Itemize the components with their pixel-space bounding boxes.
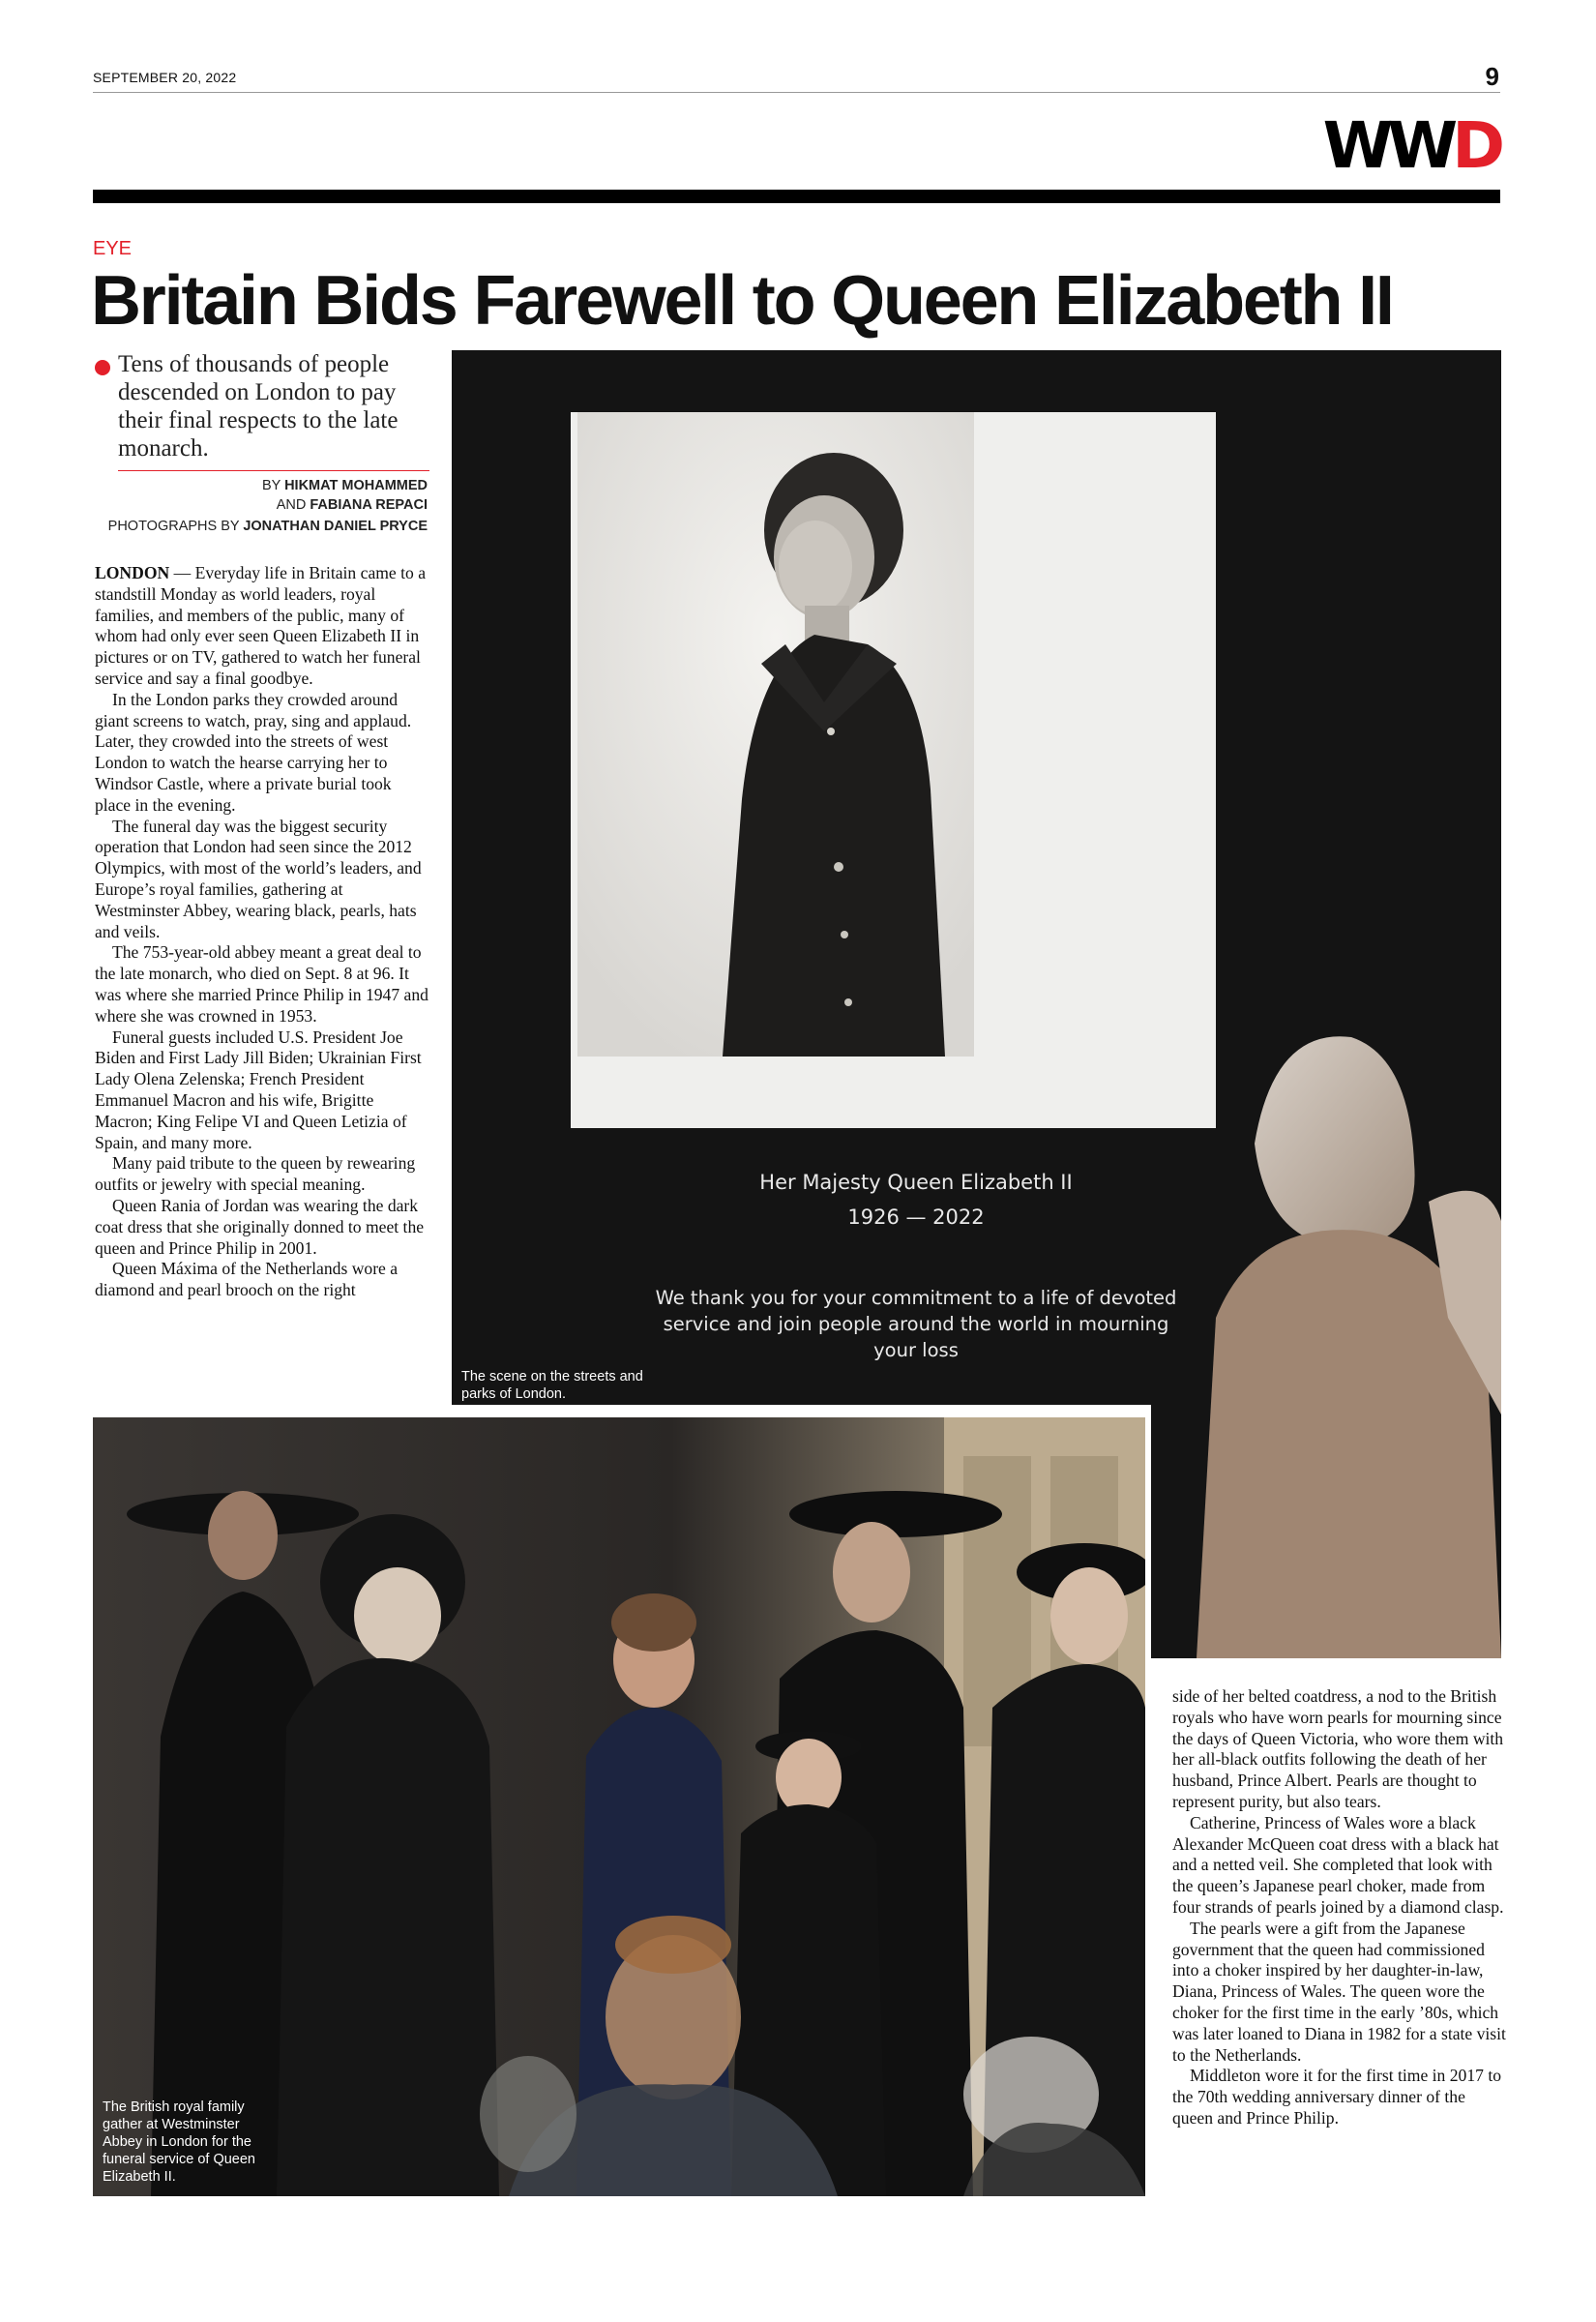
mourner-figure <box>1197 1027 1501 1658</box>
article-paragraph: Queen Rania of Jordan was wearing the dark coat dress that she originally donned to meet the queen and Prince Philip in 2001. <box>95 1195 425 1258</box>
page-number: 9 <box>1485 62 1499 91</box>
deck-bullet-icon <box>95 360 110 375</box>
section-label: EYE <box>93 238 133 259</box>
royal-photo-caption: The British royal family gather at Westminster Abbey in London for the funeral service of Queen Elizabeth II. <box>103 2099 255 2185</box>
queen-portrait-image <box>577 412 974 1057</box>
plaque-message: We thank you for your commitment to a life of devoted service and join people around the world in mourning your loss <box>655 1287 1177 1361</box>
photo-gutter <box>1145 1405 1151 1695</box>
headline: Britain Bids Farewell to Queen Elizabeth II <box>91 262 1393 340</box>
article-paragraph <box>95 563 429 690</box>
masthead-rule <box>93 190 1500 203</box>
article-paragraph: Funeral guests included U.S. President Joe Biden and First Lady Jill Biden; Ukrainian First Lady Olena Zelenska; French President Emmanuel Macron and his wife, Brigitte Macron; King Felipe VI and Queen Letizia of Spain, and many more. <box>95 1027 422 1152</box>
article-column-left <box>95 563 429 1301</box>
article-paragraph: Queen Máxima of the Netherlands wore a diamond and pearl brooch on the right <box>95 1259 399 1300</box>
article-paragraph: The 753-year-old abbey meant a great deal to the late monarch, who died on Sept. 8 at 96. It was where she married Prince Philip in 1947 and where she was crowned in 1953. <box>95 942 429 1026</box>
header-divider <box>93 92 1500 93</box>
byline-and: AND <box>276 497 307 513</box>
royal-family-image <box>93 1417 1145 2196</box>
main-photo-caption: The scene on the streets and parks of London. <box>461 1369 643 1402</box>
logo-part-d: D <box>1452 108 1499 183</box>
logo-part-ww: WW <box>1322 108 1453 183</box>
byline-prefix: BY <box>261 478 281 493</box>
article-column-right <box>1172 1686 1506 2129</box>
article-paragraph: Middleton wore it for the first time in 2017 to the 70th wedding anniversary dinner of the queen and Prince Philip. <box>1172 2066 1502 2128</box>
plaque-dates: 1926 — 2022 <box>847 1206 985 1229</box>
article-paragraph: In the London parks they crowded around giant screens to watch, pray, sing and applaud. Later, they crowded into the streets of west London to watch the hearse carrying her to Windsor Castle, where a private burial took place in the evening. <box>95 689 412 815</box>
byline-author1 <box>262 478 428 493</box>
royal-family-photo <box>93 1417 1145 2196</box>
issue-date: SEPTEMBER 20, 2022 <box>93 70 237 85</box>
wwd-logo <box>1322 108 1499 183</box>
article-paragraph: The pearls were a gift from the Japanese government that the queen had commissioned into a choker inspired by her daughter-in-law, Diana, Princess of Wales. The queen wore the choker for the first time in the early ’80s, which was later loaned to Diana in 1982 for a state visit to the Netherlands. <box>1172 1918 1506 2065</box>
author-name: FABIANA REPACI <box>310 497 428 513</box>
article-paragraph: Catherine, Princess of Wales wore a black Alexander McQueen coat dress with a black hat and a netted veil. She completed that look with the queen’s Japanese pearl choker, made from four strands of pearls joined by a diamond clasp. <box>1172 1812 1504 1917</box>
photographer-name: JONATHAN DANIEL PRYCE <box>243 519 428 534</box>
article-paragraph: The funeral day was the biggest security operation that London had seen since the 2012 Olympics, with most of the world’s leaders, and Europe’s royal families, gathering at Westminster Abbey, wearing black, pearls, hats and veils. <box>95 816 422 941</box>
paragraph-text: — Everyday life in Britain came to a standstill Monday as world leaders, royal families, and members of the public, many of whom had only ever seen Queen Elizabeth II in pictures or on TV, gathered to watch her funeral service and say a final goodbye. <box>95 563 427 688</box>
dateline: LONDON <box>95 563 170 582</box>
article-paragraph: Many paid tribute to the queen by rewearing outfits or jewelry with special meaning. <box>95 1153 416 1195</box>
author-name: HIKMAT MOHAMMED <box>284 478 428 493</box>
byline-photographer <box>108 519 428 534</box>
plaque-title: Her Majesty Queen Elizabeth II <box>759 1171 1073 1194</box>
article-paragraph: side of her belted coatdress, a nod to the British royals who have worn pearls for mourning since the days of Queen Victoria, who wore them with her all-black outfits following the death of her husband, Prince Albert. Pearls are thought to represent purity, but also tears. <box>1172 1686 1504 1811</box>
byline-photos-prefix: PHOTOGRAPHS BY <box>107 519 240 534</box>
deck-text: Tens of thousands of people descended on London to pay their final respects to the late monarch. <box>118 351 399 461</box>
deck-divider <box>118 470 429 471</box>
photo-gutter <box>93 1405 1151 1417</box>
byline-author2 <box>277 497 428 513</box>
